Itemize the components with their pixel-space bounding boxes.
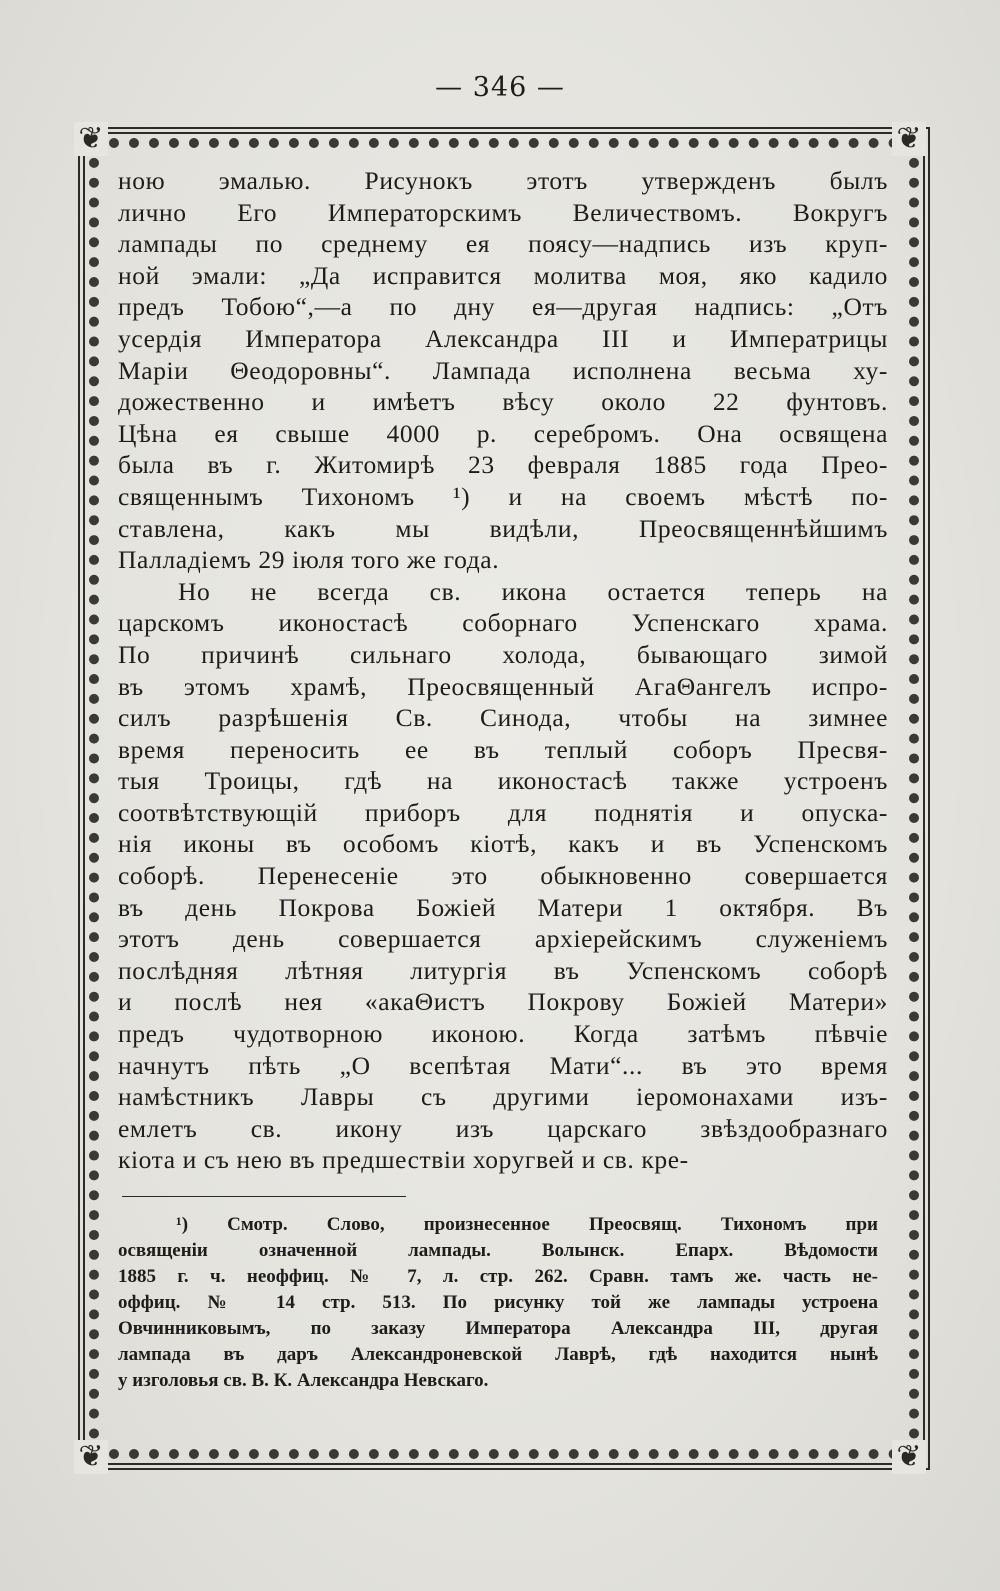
page-number: — 346 — [435,72,565,103]
body-line: и послѣ нея «акаΘистъ Покрову Божіей Матери» [118,987,888,1017]
body-line: предъ чудотворною иконою. Когда затѣмъ пѣвчіе [118,1019,888,1049]
body-line: Цѣна ея свыше 4000 р. серебромъ. Она освящена [118,418,888,448]
footnotes [118,1212,878,1394]
body-line: кіота и съ нею въ предшествіи хоругвей и св. кре- [118,1145,689,1175]
body-text [118,165,888,1176]
body-line: Но не всегда св. икона остается теперь на [178,576,888,606]
footnote-line: ¹) Смотр. Слово, произнесенное Преосвящ. Тихономъ при [176,1214,878,1235]
body-line: священнымъ Тихономъ ¹) и на своемъ мѣстѣ по- [118,481,888,511]
body-line: По причинѣ сильнаго холода, бывающаго зимой [118,639,888,669]
body-line: ной эмали: „Да исправится молитва моя, яко кадило [118,260,888,290]
footnote-separator [122,1196,406,1197]
body-line: ною эмалью. Рисунокъ этотъ утвержденъ былъ [118,166,888,195]
body-line: лично Его Императорскимъ Величествомъ. Вокругъ [118,197,888,227]
footnote-line: у изголовья св. В. К. Александра Невскаго. [118,1370,489,1391]
footnote-line: 1885 г. ч. неоффиц. № 7, л. стр. 262. Сравн. тамъ же. часть не- [118,1266,878,1287]
body-line: намѣстникъ Лавры съ другими іеромонахами изъ- [118,1082,888,1112]
frame-corner-ornament-icon: ❦ [74,122,108,156]
body-line: начнутъ пѣть „О всепѣтая Мати“... въ это время [118,1050,888,1080]
frame-corner-ornament-icon: ❦ [892,1440,926,1474]
frame-corner-ornament-icon: ❦ [74,1440,108,1474]
footnote-line: освященіи означенной лампады. Волынск. Епарх. Вѣдомости [118,1240,878,1261]
body-line: ставлена, какъ мы видѣли, Преосвященнѣйшимъ [118,513,888,543]
footnote-line: оффиц. № 14 стр. 513. По рисунку той же лампады устроена [118,1292,878,1313]
body-line: соборѣ. Перенесеніе это обыкновенно совершается [118,861,888,891]
body-line: лампады по среднему ея поясу—надпись изъ круп- [118,229,888,259]
body-line: время переносить ее въ теплый соборъ Пресвя- [118,734,888,764]
frame-corner-ornament-icon: ❦ [892,122,926,156]
body-line: силъ разрѣшенія Св. Синода, чтобы на зимнее [118,703,888,733]
body-line: предъ Тобою“,—а по дну ея—другая надпись: „Отъ [118,292,888,322]
body-line: соотвѣтствующій приборъ для поднятія и опуска- [118,797,888,827]
body-line: была въ г. Житомирѣ 23 февраля 1885 года Прео- [118,450,888,480]
body-line: этотъ день совершается архіерейскимъ служеніемъ [118,924,888,954]
footnote-line: Овчинниковымъ, по заказу Императора Александра III, другая [118,1318,878,1339]
body-line: тыя Троицы, гдѣ на иконостасѣ также устроенъ [118,766,888,796]
body-line: въ этомъ храмѣ, Преосвященный АгаΘангелъ испро- [118,671,888,701]
body-line: царскомъ иконостасѣ соборнаго Успенскаго храма. [118,608,888,638]
body-line: усердія Императора Александра III и Императрицы [118,323,888,353]
body-line: емлетъ св. икону изъ царскаго звѣздообразнаго [118,1113,888,1143]
body-line: дожественно и имѣетъ вѣсу около 22 фунтовъ. [118,387,888,417]
body-line: нія иконы въ особомъ кіотѣ, какъ и въ Успенскомъ [118,829,888,859]
body-line: Палладіемъ 29 іюля того же года. [118,545,500,575]
body-line: въ день Покрова Божіей Матери 1 октября. Въ [118,892,888,922]
body-line: послѣдняя лѣтняя литургія въ Успенскомъ соборѣ [118,955,888,985]
footnote-line: лампада въ даръ Александроневской Лаврѣ, гдѣ находится нынѣ [118,1344,878,1365]
body-line: Маріи Θеодоровны“. Лампада исполнена весьма ху- [118,355,888,385]
